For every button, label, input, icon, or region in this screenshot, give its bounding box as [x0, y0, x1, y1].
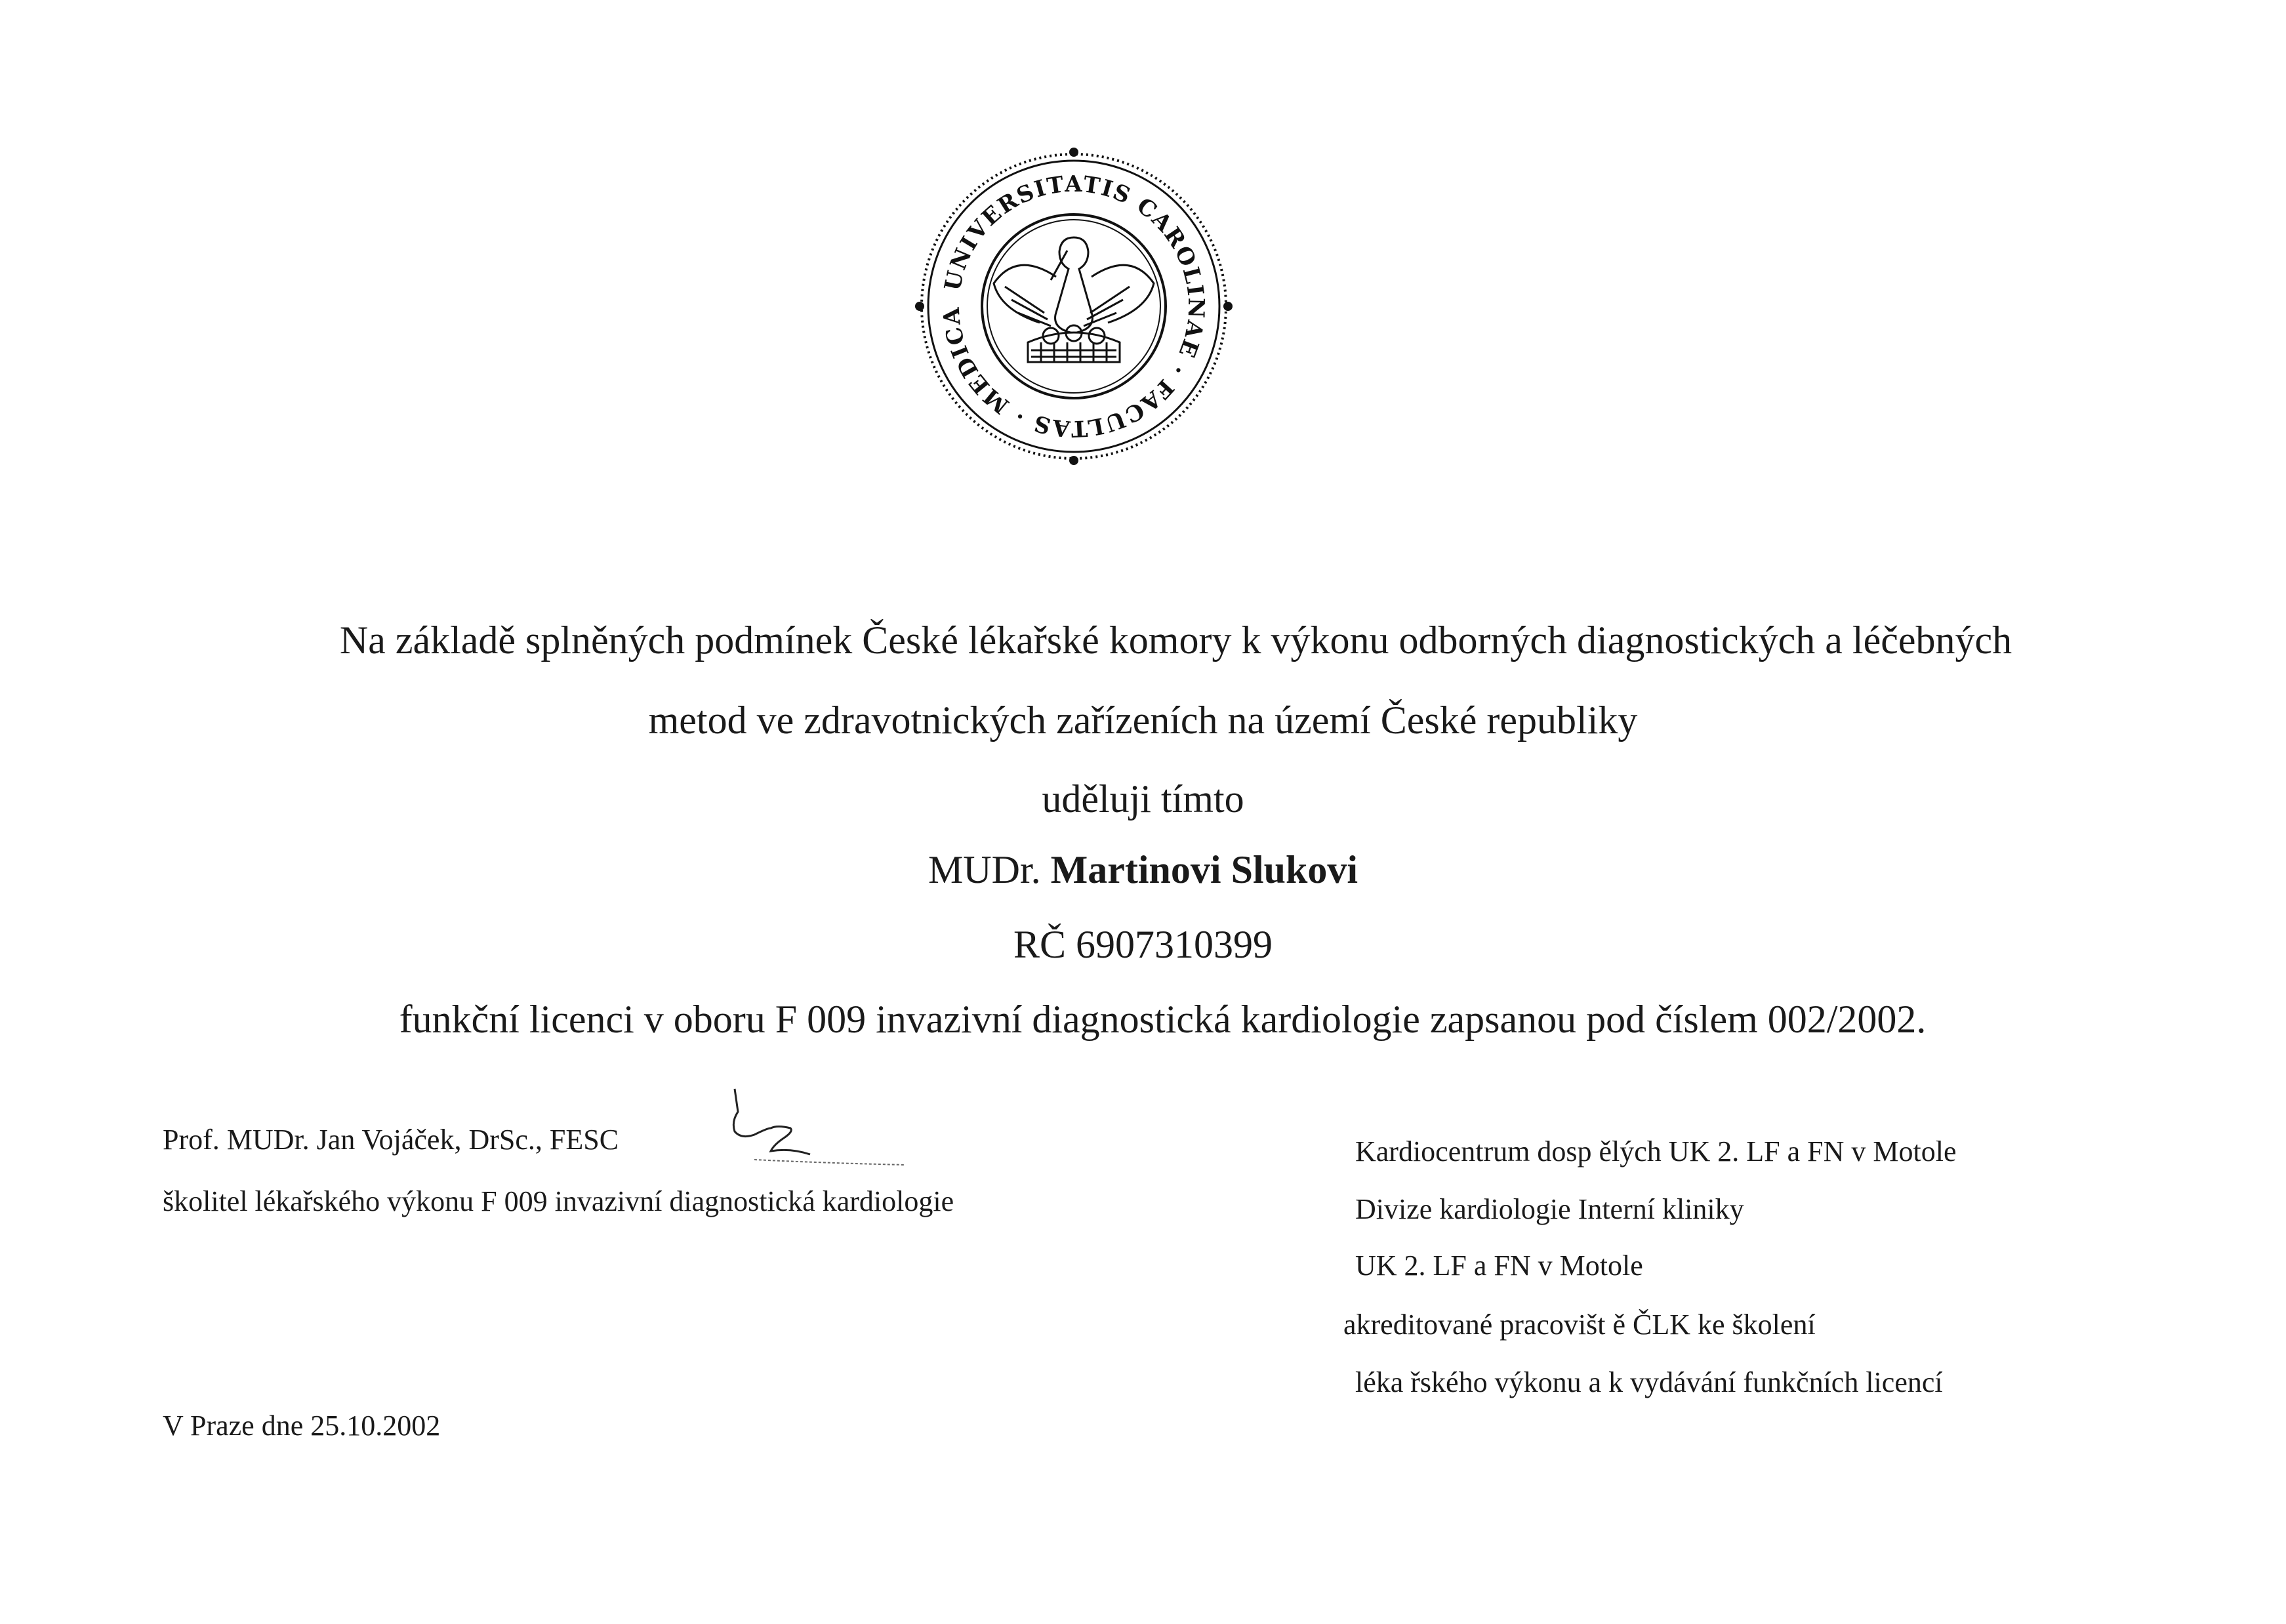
license-line: funkční licenci v oboru F 009 invazivní diagnostická kardiologie zapsanou pod číslem 002/2002. [399, 998, 1927, 1041]
signatory-role: školitel lékařského výkonu F 009 invazivní diagnostická kardiologie [163, 1185, 954, 1217]
seal-inscription: UNIVERSITATIS CAROLINAE · FACULTAS · MEDICA [938, 171, 1210, 442]
recipient-name: Martinovi Slukovi [1050, 848, 1358, 891]
handwritten-signature [715, 1082, 912, 1181]
recipient-id: RČ 6907310399 [1013, 923, 1273, 966]
institution-line-5: léka řského výkonu a k vydávání funkčních licencí [1355, 1366, 1943, 1398]
pelican-emblem [994, 237, 1154, 362]
recipient-line [0, 846, 2286, 893]
recipient-prefix: MUDr. [928, 848, 1051, 891]
university-seal [913, 146, 1235, 467]
institution-line-2: Divize kardiologie Interní kliniky [1355, 1193, 1744, 1225]
certificate-text-line-3: uděluji tímto [1042, 777, 1244, 821]
certificate-text-line-1: Na základě splněných podmínek České lékařské komory k výkonu odborných diagnostických a léčebných [339, 619, 2012, 662]
institution-line-3: UK 2. LF a FN v Motole [1355, 1249, 1643, 1282]
date-line: V Praze dne 25.10.2002 [163, 1410, 441, 1442]
certificate-text-line-2: metod ve zdravotnických zařízeních na území České republiky [648, 699, 1638, 742]
institution-line-4: akreditované pracovišt ě ČLK ke školení [1343, 1309, 1816, 1341]
signatory-name: Prof. MUDr. Jan Vojáček, DrSc., FESC [163, 1124, 619, 1156]
institution-line-1: Kardiocentrum dosp ělých UK 2. LF a FN v Motole [1355, 1135, 1957, 1167]
